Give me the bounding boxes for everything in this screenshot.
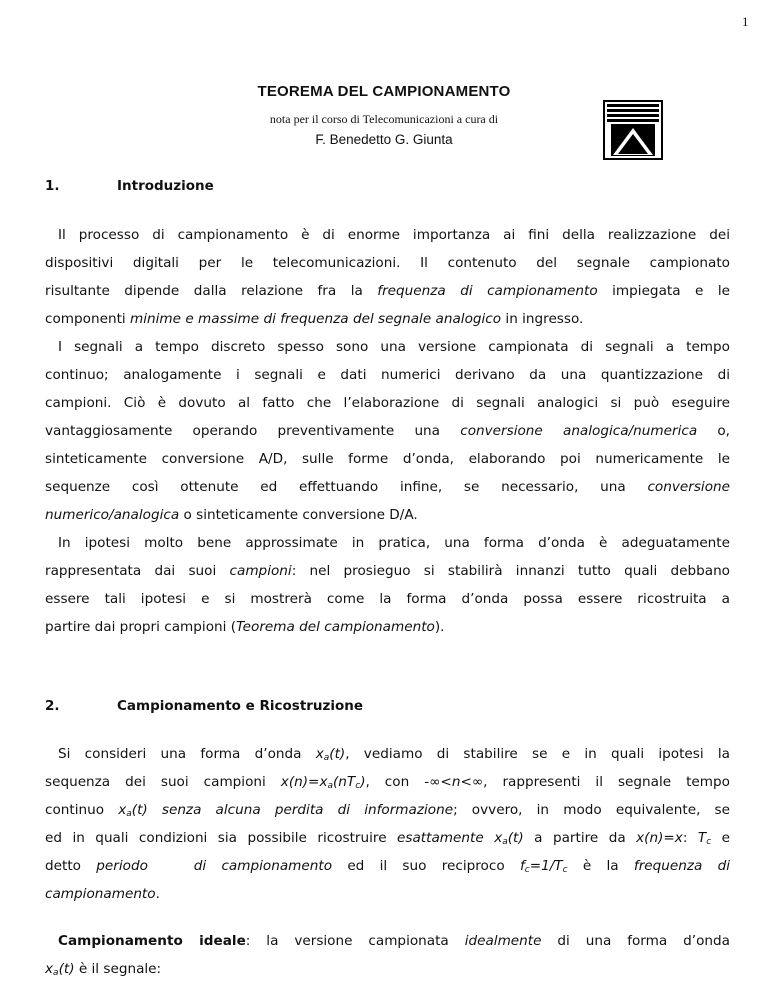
text-line: In ipotesi molto bene approssimate in pratica, una forma d’onda è adeguatamente <box>58 535 730 551</box>
text-line: risultante dipende dalla relazione fra la frequenza di campionamento impiegata e le <box>45 283 730 299</box>
text-line: rappresentata dai suoi campioni: nel prosieguo si stabilirà innanzi tutto quali debbano <box>45 563 730 579</box>
text-line: Si consideri una forma d’onda $x_a(t)$, vediamo di stabilire se e in quali ipotesi la <box>58 746 730 763</box>
text-line: $x_a(t)$ è il segnale: <box>45 961 162 978</box>
text-line: continuo; analogamente i segnali e dati numerici derivano da una quantizzazione di <box>45 367 730 383</box>
text-line: sinteticamente conversione A/D, sulle forme d’onda, elaborando poi numericamente le <box>45 451 730 467</box>
text-line: campionamento. <box>45 886 160 902</box>
text-line: componenti minime e massime di frequenza del segnale analogico in ingresso. <box>45 311 584 327</box>
section-number: 1. <box>45 178 60 194</box>
document-title: TEOREMA DEL CAMPIONAMENTO <box>257 83 511 100</box>
text-line: Il processo di campionamento è di enorme importanza ai fini della realizzazione dei <box>58 227 730 243</box>
text-line: campioni. Ciò è dovuto al fatto che l’elaborazione di segnali analogici si può eseguire <box>45 395 730 411</box>
text-line: continuo $x_a(t)$ senza alcuna perdita di informazione; ovvero, in modo equivalente, se <box>45 802 730 819</box>
section-number: 2. <box>45 698 60 714</box>
text-line: Campionamento ideale: la versione campionata idealmente di una forma d’onda <box>58 933 730 949</box>
section-heading-introduzione <box>45 178 214 194</box>
text-line: sequenze così ottenute ed effettuando infine, se necessario, una conversione <box>45 479 730 495</box>
text-line: detto periodo di campionamento ed il suo reciproco $f_c=1/T_c$ è la frequenza di <box>45 858 730 875</box>
page-number: 1 <box>742 14 749 29</box>
document-authors: F. Benedetto G. Giunta <box>315 132 453 147</box>
section-title: Campionamento e Ricostruzione <box>117 698 364 714</box>
text-line: numerico/analogica o sinteticamente conversione D/A. <box>45 507 418 523</box>
text-line: essere tali ipotesi e si mostrerà come la forma d’onda possa essere ricostruita a <box>45 591 730 607</box>
text-line: vantaggiosamente operando preventivamente una conversione analogica/numerica o, <box>45 423 730 439</box>
text-line: ed in quali condizioni sia possibile ricostruire esattamente $x_a(t)$ a partire da x(n)=x: $T_c$ e <box>45 830 730 847</box>
text-line: I segnali a tempo discreto spesso sono una versione campionata di segnali a tempo <box>58 339 730 355</box>
section-title: Introduzione <box>117 178 214 194</box>
text-line: dispositivi digitali per le telecomunicazioni. Il contenuto del segnale campionato <box>45 255 730 271</box>
section-heading-campionamento <box>45 698 363 714</box>
text-line: partire dai propri campioni (Teorema del campionamento). <box>45 619 445 635</box>
text-line: sequenza dei suoi campioni $x(n)=x_a(nT_c)$, con -∞<n<∞, rappresenti il segnale tempo <box>45 774 730 791</box>
document-subtitle: nota per il corso di Telecomunicazioni a cura di <box>269 112 499 126</box>
university-logo-icon <box>603 100 663 160</box>
